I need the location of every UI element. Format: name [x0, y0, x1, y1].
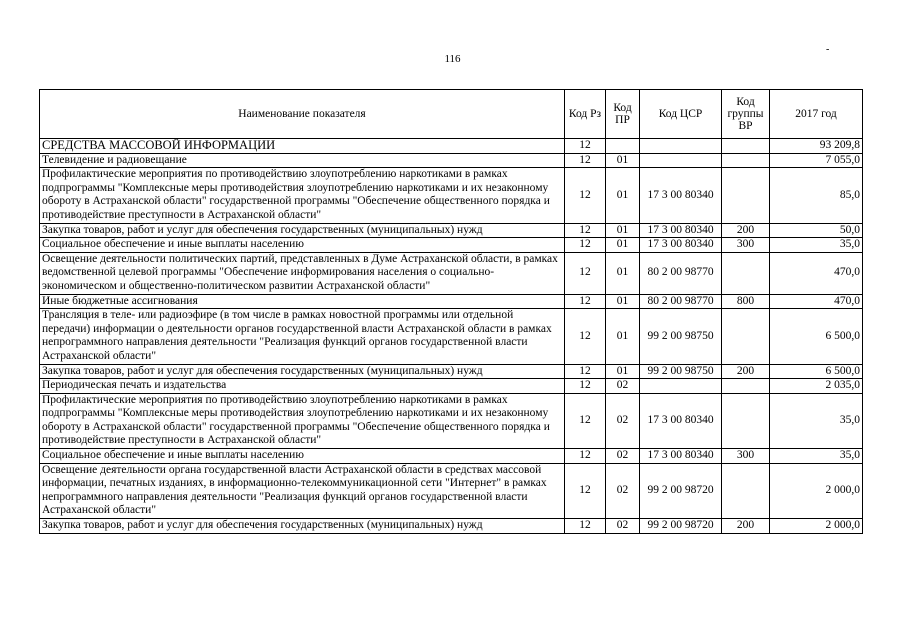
row-pr: 01	[606, 238, 640, 253]
row-csr	[640, 379, 722, 394]
row-csr: 99 2 00 98720	[640, 463, 722, 518]
row-rz: 12	[565, 519, 606, 534]
row-amount: 2 000,0	[770, 519, 863, 534]
row-pr: 01	[606, 252, 640, 294]
row-amount: 7 055,0	[770, 153, 863, 168]
row-name: Телевидение и радиовещание	[40, 153, 565, 168]
budget-table	[39, 89, 863, 534]
row-name: Социальное обеспечение и иные выплаты населению	[40, 238, 565, 253]
row-pr	[606, 139, 640, 154]
header-rz: Код Рз	[565, 90, 606, 139]
row-csr: 17 3 00 80340	[640, 238, 722, 253]
row-pr: 02	[606, 449, 640, 464]
row-pr: 01	[606, 223, 640, 238]
corner-mark: -	[826, 44, 830, 55]
row-csr: 99 2 00 98750	[640, 309, 722, 364]
row-rz: 12	[565, 379, 606, 394]
row-csr: 17 3 00 80340	[640, 168, 722, 223]
row-rz: 12	[565, 153, 606, 168]
row-name: СРЕДСТВА МАССОВОЙ ИНФОРМАЦИИ	[40, 139, 565, 154]
row-amount: 35,0	[770, 238, 863, 253]
row-name: Закупка товаров, работ и услуг для обеспечения государственных (муниципальных) нужд	[40, 519, 565, 534]
row-csr: 17 3 00 80340	[640, 223, 722, 238]
table-row	[40, 238, 863, 253]
row-amount: 6 500,0	[770, 364, 863, 379]
row-name: Периодическая печать и издательства	[40, 379, 565, 394]
row-amount: 2 035,0	[770, 379, 863, 394]
row-amount: 93 209,8	[770, 139, 863, 154]
row-name: Социальное обеспечение и иные выплаты населению	[40, 449, 565, 464]
row-amount: 470,0	[770, 252, 863, 294]
row-vr: 200	[722, 519, 770, 534]
row-amount: 35,0	[770, 393, 863, 448]
row-vr: 300	[722, 238, 770, 253]
row-vr: 300	[722, 449, 770, 464]
row-amount: 50,0	[770, 223, 863, 238]
table-row	[40, 309, 863, 364]
row-amount: 2 000,0	[770, 463, 863, 518]
row-pr: 01	[606, 153, 640, 168]
row-pr: 01	[606, 168, 640, 223]
row-rz: 12	[565, 238, 606, 253]
row-rz: 12	[565, 463, 606, 518]
table-row	[40, 463, 863, 518]
row-pr: 02	[606, 463, 640, 518]
row-vr	[722, 139, 770, 154]
row-vr	[722, 252, 770, 294]
row-rz: 12	[565, 449, 606, 464]
header-pr: Код ПР	[606, 90, 640, 139]
row-vr	[722, 168, 770, 223]
row-rz: 12	[565, 364, 606, 379]
row-pr: 02	[606, 379, 640, 394]
header-csr: Код ЦСР	[640, 90, 722, 139]
row-vr: 800	[722, 294, 770, 309]
row-rz: 12	[565, 393, 606, 448]
row-csr	[640, 139, 722, 154]
row-name: Освещение деятельности органа государственной власти Астраханской области в средствах массовой информации, печатных изданиях, в информационно-телекоммуникационной сети "Интернет" в рамках непрограммного направления деятельности "Реализация функций органов государственной власти Астраханской области"	[40, 463, 565, 518]
row-amount: 6 500,0	[770, 309, 863, 364]
row-csr: 99 2 00 98750	[640, 364, 722, 379]
row-rz: 12	[565, 309, 606, 364]
row-csr: 99 2 00 98720	[640, 519, 722, 534]
table-row	[40, 223, 863, 238]
row-pr: 02	[606, 393, 640, 448]
page-number: 116	[444, 53, 461, 65]
row-vr	[722, 309, 770, 364]
row-amount: 85,0	[770, 168, 863, 223]
row-csr	[640, 153, 722, 168]
table-row	[40, 139, 863, 154]
row-csr: 80 2 00 98770	[640, 294, 722, 309]
row-name: Закупка товаров, работ и услуг для обеспечения государственных (муниципальных) нужд	[40, 364, 565, 379]
table-row	[40, 364, 863, 379]
row-csr: 17 3 00 80340	[640, 449, 722, 464]
row-rz: 12	[565, 139, 606, 154]
row-name: Иные бюджетные ассигнования	[40, 294, 565, 309]
header-vr: Код группы ВР	[722, 90, 770, 139]
table-row	[40, 519, 863, 534]
table-header-row	[40, 90, 863, 139]
row-name: Профилактические мероприятия по противодействию злоупотреблению наркотиками в рамках подпрограммы "Комплексные меры противодействия злоупотреблению наркотиками и их незаконному обороту в Астраханской области" государственной программы "Обеспечение общественного порядка и противодействие преступности в Астраханской области"	[40, 393, 565, 448]
table-row	[40, 153, 863, 168]
row-rz: 12	[565, 168, 606, 223]
header-name: Наименование показателя	[40, 90, 565, 139]
row-amount: 35,0	[770, 449, 863, 464]
table-row	[40, 294, 863, 309]
table-row	[40, 168, 863, 223]
row-amount: 470,0	[770, 294, 863, 309]
row-csr: 17 3 00 80340	[640, 393, 722, 448]
row-pr: 01	[606, 309, 640, 364]
row-vr	[722, 463, 770, 518]
table-row	[40, 393, 863, 448]
row-vr: 200	[722, 364, 770, 379]
row-vr	[722, 393, 770, 448]
row-vr	[722, 379, 770, 394]
row-pr: 01	[606, 294, 640, 309]
row-rz: 12	[565, 294, 606, 309]
header-year: 2017 год	[770, 90, 863, 139]
row-pr: 02	[606, 519, 640, 534]
table-row	[40, 252, 863, 294]
row-rz: 12	[565, 223, 606, 238]
row-rz: 12	[565, 252, 606, 294]
table-row	[40, 449, 863, 464]
table-row	[40, 379, 863, 394]
row-name: Закупка товаров, работ и услуг для обеспечения государственных (муниципальных) нужд	[40, 223, 565, 238]
row-name: Трансляция в теле- или радиоэфире (в том числе в рамках новостной программы или отдельной передачи) информации о деятельности органов государственной власти Астраханской области в рамках непрограммного направления деятельности "Реализация функций органов государственной власти Астраханской области"	[40, 309, 565, 364]
row-name: Освещение деятельности политических партий, представленных в Думе Астраханской области, в рамках ведомственной целевой программы "Обеспечение информирования населения о социально-экономическом и общественно-политическом развитии Астраханской области"	[40, 252, 565, 294]
row-csr: 80 2 00 98770	[640, 252, 722, 294]
row-name: Профилактические мероприятия по противодействию злоупотреблению наркотиками в рамках подпрограммы "Комплексные меры противодействия злоупотреблению наркотиками и их незаконному обороту в Астраханской области" государственной программы "Обеспечение общественного порядка и противодействие преступности в Астраханской области"	[40, 168, 565, 223]
row-vr	[722, 153, 770, 168]
row-pr: 01	[606, 364, 640, 379]
row-vr: 200	[722, 223, 770, 238]
